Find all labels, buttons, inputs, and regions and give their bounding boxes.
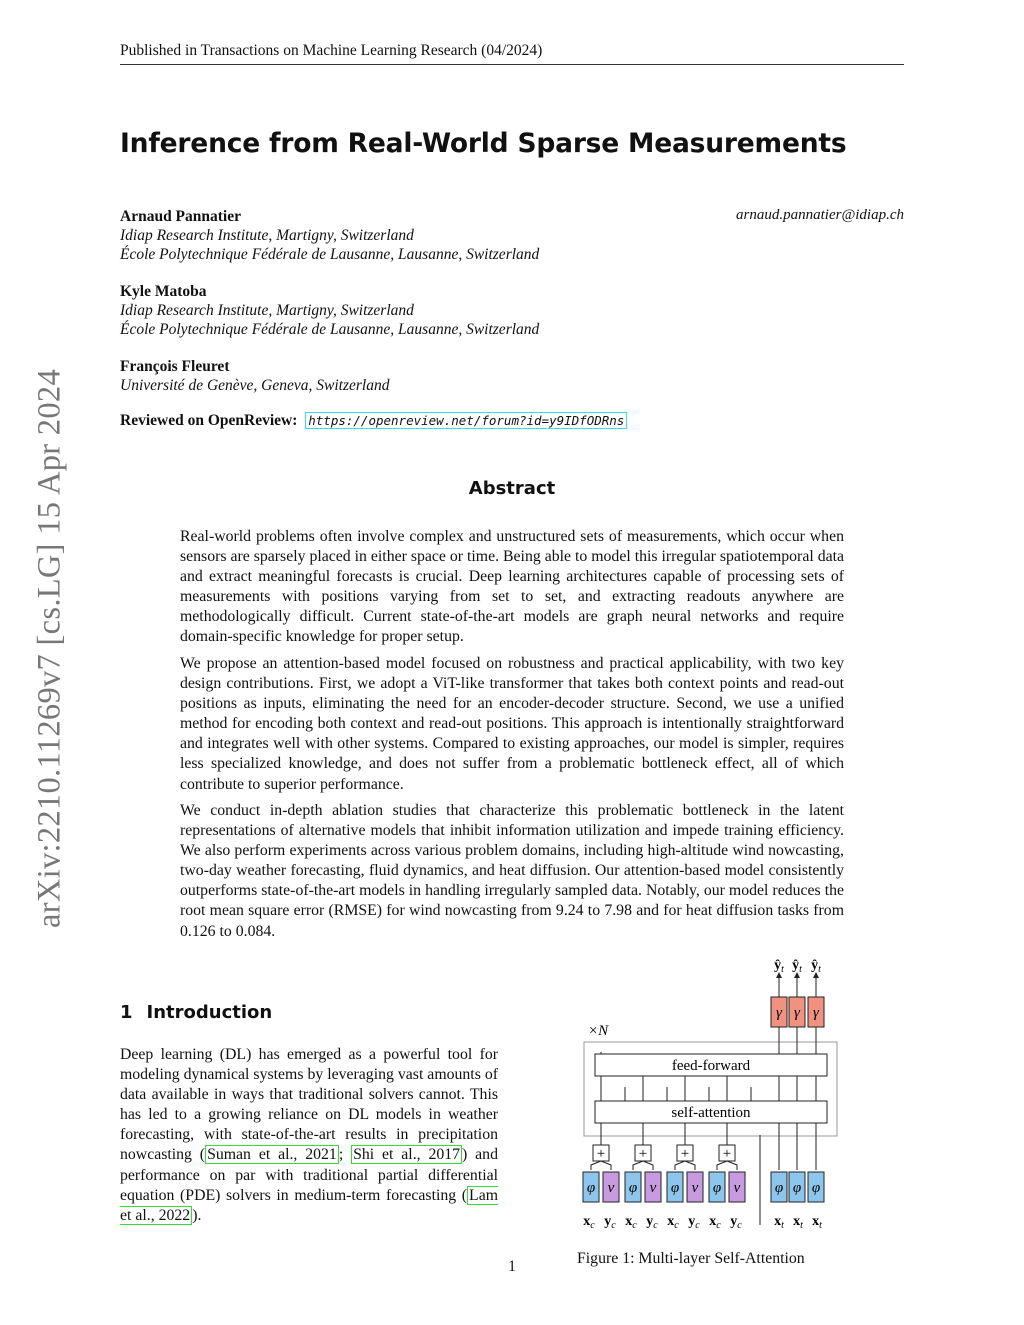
output-label: $ŷ_t$ — [811, 958, 821, 975]
merge-lines — [591, 1161, 737, 1170]
intro-text: ). — [192, 1206, 202, 1224]
phi-encoder — [789, 1172, 805, 1202]
figure-diagram — [570, 955, 860, 1235]
author-name: Kyle Matoba — [120, 283, 207, 300]
section-number: 1 — [120, 1002, 133, 1023]
abstract-paragraph: We propose an attention-based model focused on robustness and practical applicability, with two key design contributions. First, we adopt a ViT-like transformer that takes both context points and read-out positions as inputs, eliminating the need for an encoder-decoder structure. Second, we use a unified method for encoding both context and read-out positions. This approach is intentionally straightforward and integrates well with other systems. Compared to existing approaches, our model is simpler, requires less specialized knowledge, and does not suffer from a problematic bottleneck effect, all of which contribute to superior performance. — [180, 655, 844, 793]
intro-text: Deep learning (DL) has emerged as a powerful tool for modeling dynamical systems by leveraging vast amounts of data available in ways that traditional solvers cannot. This has led to a growing reliance on DL models in weather forecasting, with state-of-the-art results in precipitation nowcasting ( — [120, 1046, 498, 1164]
phi-encoder — [709, 1172, 725, 1202]
nu-encoder — [687, 1172, 703, 1202]
author-email[interactable]: arnaud.pannatier@idiap.ch — [736, 207, 904, 223]
author-affiliation: École Polytechnique Fédérale de Lausanne, Lausanne, Switzerland — [120, 321, 540, 338]
output-label: $ŷ_t$ — [774, 958, 784, 975]
target-x-label: $x_t$ — [793, 1214, 803, 1231]
svg-text:φ: φ — [670, 1180, 680, 1196]
svg-text:φ: φ — [774, 1180, 784, 1196]
svg-text:+: + — [596, 1146, 606, 1162]
svg-text:ν: ν — [733, 1180, 741, 1196]
intro-text: ) and performance on par with traditional partial differential equation (PDE) solvers in medium-term forecasting ( — [120, 1146, 498, 1204]
target-x-label: $x_t$ — [812, 1214, 822, 1231]
reviewed-label: Reviewed on OpenReview: — [120, 412, 298, 429]
phi-encoder — [583, 1172, 599, 1202]
svg-text:+: + — [638, 1146, 648, 1162]
author-affiliation: Université de Genève, Geneva, Switzerland — [120, 377, 390, 394]
page-number: 1 — [508, 1258, 516, 1275]
abstract-paragraph: We conduct in-depth ablation studies that characterize this problematic bottleneck in the latent representations of alternative models that inhibit information utilization and impede training efficiency. We also perform experiments across various problem domains, including high-altitude wind nowcasting, two-day weather forecasting, fluid dynamics, and heat diffusion. Our attention-based model consistently outperforms state-of-the-art models in handling irregularly sampled data. Notably, our model reduces the root mean square error (RMSE) for wind nowcasting from 9.24 to 7.98 and for heat diffusion tasks from 0.126 to 0.084. — [180, 802, 844, 940]
self-attention-label: self-attention — [671, 1105, 751, 1121]
svg-text:γ: γ — [794, 1005, 800, 1021]
author-affiliation: École Polytechnique Fédérale de Lausanne, Lausanne, Switzerland — [120, 246, 540, 263]
phi-encoder — [808, 1172, 824, 1202]
output-label: $ŷ_t$ — [792, 958, 802, 975]
author-affiliation: Idiap Research Institute, Martigny, Switzerland — [120, 227, 414, 244]
author-block — [120, 207, 539, 264]
svg-text:+: + — [722, 1146, 732, 1162]
svg-text:φ: φ — [712, 1180, 722, 1196]
author-block — [120, 357, 389, 395]
nu-encoder — [645, 1172, 661, 1202]
nu-encoder — [729, 1172, 745, 1202]
phi-encoder — [771, 1172, 787, 1202]
plus-node — [635, 1145, 651, 1162]
phi-encoder — [667, 1172, 683, 1202]
context-y-label: $y_c$ — [604, 1214, 616, 1231]
target-x-label: $x_t$ — [774, 1214, 784, 1231]
svg-text:γ: γ — [776, 1005, 782, 1021]
section-title: Introduction — [146, 1002, 273, 1023]
plus-node — [719, 1145, 735, 1162]
plus-node — [593, 1145, 609, 1162]
gamma-decoder — [808, 997, 824, 1027]
journal-header: Published in Transactions on Machine Learning Research (04/2024) — [120, 42, 543, 59]
abstract-heading: Abstract — [468, 478, 556, 499]
abstract-paragraph: Real-world problems often involve complex and unstructured sets of measurements, which occur when sensors are sparsely placed in either space or time. Being able to model this irregular spatiotemporal data and extract meaningful forecasts is crucial. Deep learning architectures capable of processing sets of measurements with positions varying from set to set, and extracting readouts anywhere are methodologically difficult. Current state-of-the-art models are graph neural networks and require domain-specific knowledge for proper setup. — [180, 528, 844, 646]
phi-encoder — [625, 1172, 641, 1202]
paper-title: Inference from Real-World Sparse Measurements — [120, 128, 847, 159]
intro-text: ; — [338, 1146, 352, 1164]
header-rule — [120, 64, 904, 65]
gamma-decoder — [771, 997, 787, 1027]
citation-link[interactable]: Lam et al., 2022 — [120, 1186, 498, 1224]
svg-text:φ: φ — [586, 1180, 596, 1196]
svg-text:φ: φ — [792, 1180, 802, 1196]
context-x-label: $x_c$ — [583, 1214, 595, 1231]
openreview-link[interactable]: https://openreview.net/forum?id=y9IDfODRns — [305, 412, 627, 429]
reviewed-line — [120, 412, 627, 430]
context-y-label: $y_c$ — [688, 1214, 700, 1231]
author-block — [120, 282, 539, 339]
svg-text:ν: ν — [691, 1180, 699, 1196]
context-y-label: $y_c$ — [730, 1214, 742, 1231]
context-y-label: $y_c$ — [646, 1214, 658, 1231]
author-name: François Fleuret — [120, 358, 230, 375]
context-x-label: $x_c$ — [625, 1214, 637, 1231]
repeat-label: ×N — [588, 1023, 609, 1039]
citation-link[interactable]: Shi et al., 2017 — [353, 1146, 461, 1164]
context-x-label: $x_c$ — [709, 1214, 721, 1231]
svg-text:φ: φ — [628, 1180, 638, 1196]
author-affiliation: Idiap Research Institute, Martigny, Switzerland — [120, 302, 414, 319]
svg-text:+: + — [680, 1146, 690, 1162]
arxiv-stamp: arXiv:2210.11269v7 [cs.LG] 15 Apr 2024 — [31, 368, 68, 928]
plus-node — [677, 1145, 693, 1162]
context-x-label: $x_c$ — [667, 1214, 679, 1231]
section-heading — [120, 1002, 272, 1023]
svg-text:ν: ν — [607, 1180, 615, 1196]
nu-encoder — [603, 1172, 619, 1202]
author-name: Arnaud Pannatier — [120, 208, 241, 225]
feed-forward-label: feed-forward — [671, 1058, 751, 1074]
figure-caption: Figure 1: Multi-layer Self-Attention — [577, 1250, 805, 1267]
citation-link[interactable]: Suman et al., 2021 — [207, 1146, 337, 1164]
svg-text:φ: φ — [811, 1180, 821, 1196]
svg-text:γ: γ — [813, 1005, 819, 1021]
intro-paragraph — [120, 1045, 498, 1226]
svg-text:ν: ν — [649, 1180, 657, 1196]
gamma-decoder — [789, 997, 805, 1027]
